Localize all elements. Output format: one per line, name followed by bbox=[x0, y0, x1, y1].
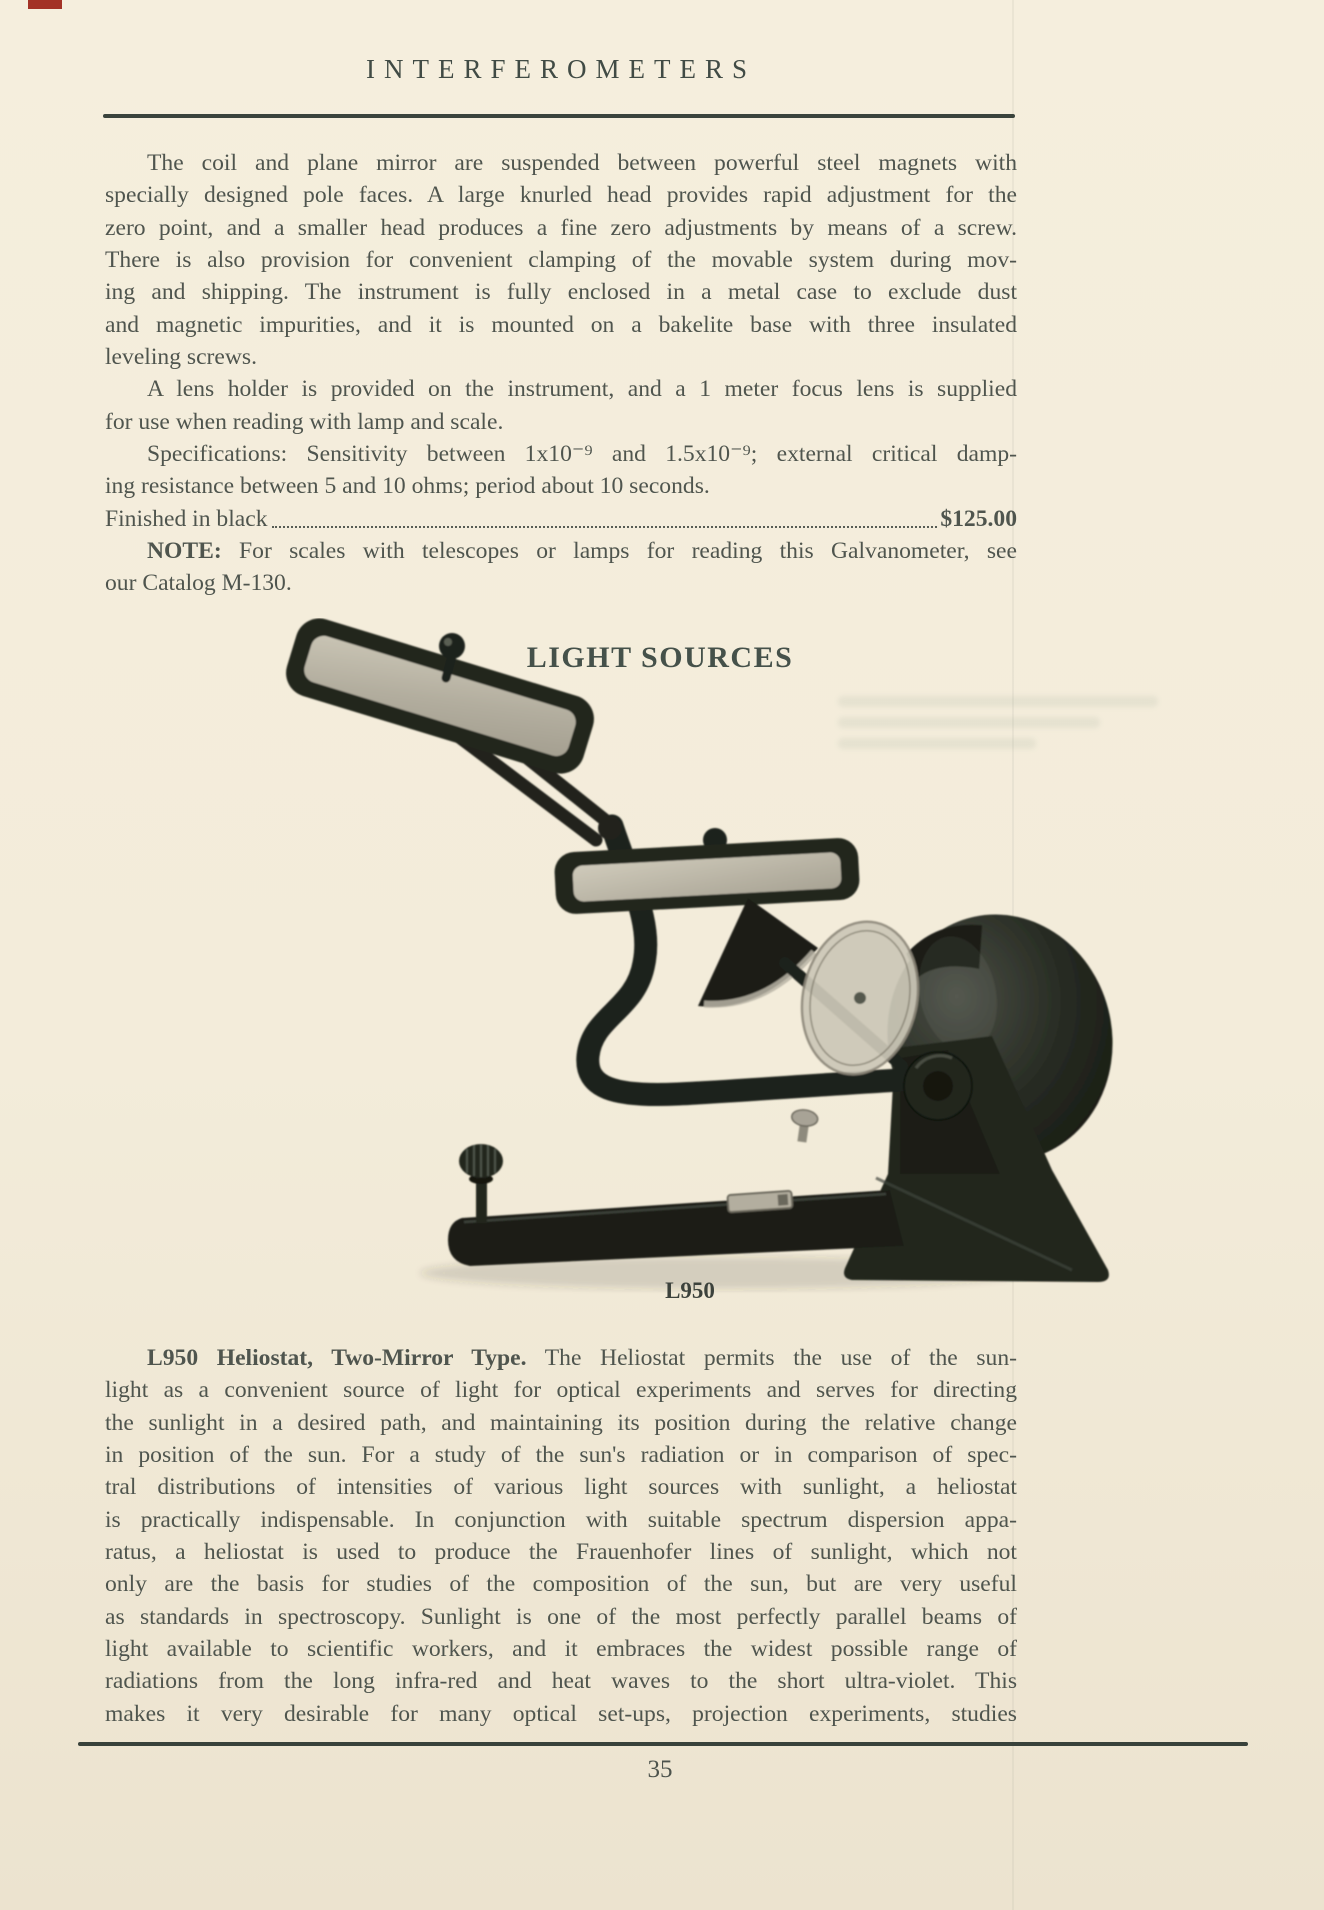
note-line: our Catalog M-130. bbox=[105, 570, 292, 597]
text-line: leveling screws. bbox=[105, 344, 257, 371]
text-line: radiations from the long infra-red and heat waves to the short ultra-violet. This bbox=[105, 1668, 1017, 1695]
price-label: Finished in black bbox=[105, 505, 268, 532]
text-line: ing and shipping. The instrument is fully enclosed in a metal case to exclude dust bbox=[105, 279, 1017, 306]
note-rest: For scales with telescopes or lamps for reading this Galvanometer, see bbox=[221, 538, 1017, 565]
page-number: 35 bbox=[647, 1756, 673, 1783]
text-line: light as a convenient source of light for optical experiments and serves for directing bbox=[105, 1377, 1017, 1404]
text-line: ratus, a heliostat is used to produce the Frauenhofer lines of sunlight, which not bbox=[105, 1539, 1017, 1566]
scan-red-mark bbox=[28, 0, 62, 9]
text-line: is practically indispensable. In conjunction with suitable spectrum dispersion appa- bbox=[105, 1506, 1017, 1533]
text-line: The coil and plane mirror are suspended between powerful steel magnets with bbox=[147, 150, 1017, 176]
header-rule bbox=[103, 114, 1015, 118]
heliostat-text-block bbox=[105, 1342, 1017, 1730]
text-line: zero point, and a smaller head produces a fine zero adjustments by means of a screw. bbox=[105, 214, 1017, 241]
heliostat-figure bbox=[200, 618, 1150, 1318]
text-line: only are the basis for studies of the composition of the sun, but are very useful bbox=[105, 1571, 1017, 1598]
text-line: as standards in spectroscopy. Sunlight is one of the most perfectly parallel beams of bbox=[105, 1603, 1017, 1630]
text-line: A lens holder is provided on the instrument, and a 1 meter focus lens is supplied bbox=[147, 376, 1017, 403]
figure-caption: L950 bbox=[665, 1278, 715, 1303]
galvanometer-text-block bbox=[105, 147, 1017, 600]
knurled-knob bbox=[459, 1144, 503, 1223]
text-line: ing resistance between 5 and 10 ohms; period about 10 seconds. bbox=[105, 473, 710, 500]
dotted-leader bbox=[272, 503, 938, 528]
mirror-stem bbox=[446, 656, 452, 678]
text-line: There is also provision for convenient clamping of the movable system during mov- bbox=[105, 247, 1017, 274]
note-line bbox=[105, 535, 1017, 567]
paragraph-lead-rest: The Heliostat permits the use of the sun- bbox=[526, 1345, 1017, 1371]
text-line: tral distributions of intensities of various light sources with sunlight, a heliostat bbox=[105, 1474, 1017, 1501]
ball-joint bbox=[439, 633, 465, 659]
text-line bbox=[105, 1342, 1017, 1374]
footer-rule bbox=[78, 1742, 1248, 1746]
lower-mirror bbox=[554, 837, 861, 915]
price-line bbox=[105, 503, 1017, 535]
note-lead: NOTE: bbox=[147, 538, 222, 565]
base-bar bbox=[448, 1190, 904, 1266]
text-line: light available to scientific workers, and it embraces the widest possible range of bbox=[105, 1636, 1017, 1663]
text-line: specially designed pole faces. A large knurled head provides rapid adjustment for the bbox=[105, 182, 1017, 209]
text-line: and magnetic impurities, and it is mounted on a bakelite base with three insulated bbox=[105, 311, 1017, 338]
page-running-head: INTERFEROMETERS bbox=[365, 54, 756, 84]
paragraph-lead: L950 Heliostat, Two-Mirror Type. bbox=[147, 1345, 527, 1371]
adjusting-screw bbox=[789, 1108, 819, 1143]
light-sources-heading: LIGHT SOURCES bbox=[526, 641, 794, 674]
text-line: in position of the sun. For a study of the sun's radiation or in comparison of spec- bbox=[105, 1442, 1017, 1469]
text-line: makes it very desirable for many optical set-ups, projection experiments, studies bbox=[105, 1700, 1017, 1727]
text-line: for use when reading with lamp and scale. bbox=[105, 408, 504, 435]
price-amount: $125.00 bbox=[940, 505, 1017, 532]
text-line: the sunlight in a desired path, and maintaining its position during the relative change bbox=[105, 1409, 1017, 1436]
clamp-latch bbox=[727, 1191, 792, 1212]
text-line: Specifications: Sensitivity between 1x10⁻⁹ and 1.5x10⁻⁹; external critical damp- bbox=[147, 441, 1017, 468]
arm-clevis-joint bbox=[598, 816, 622, 840]
cone-reflector bbox=[698, 898, 818, 1007]
